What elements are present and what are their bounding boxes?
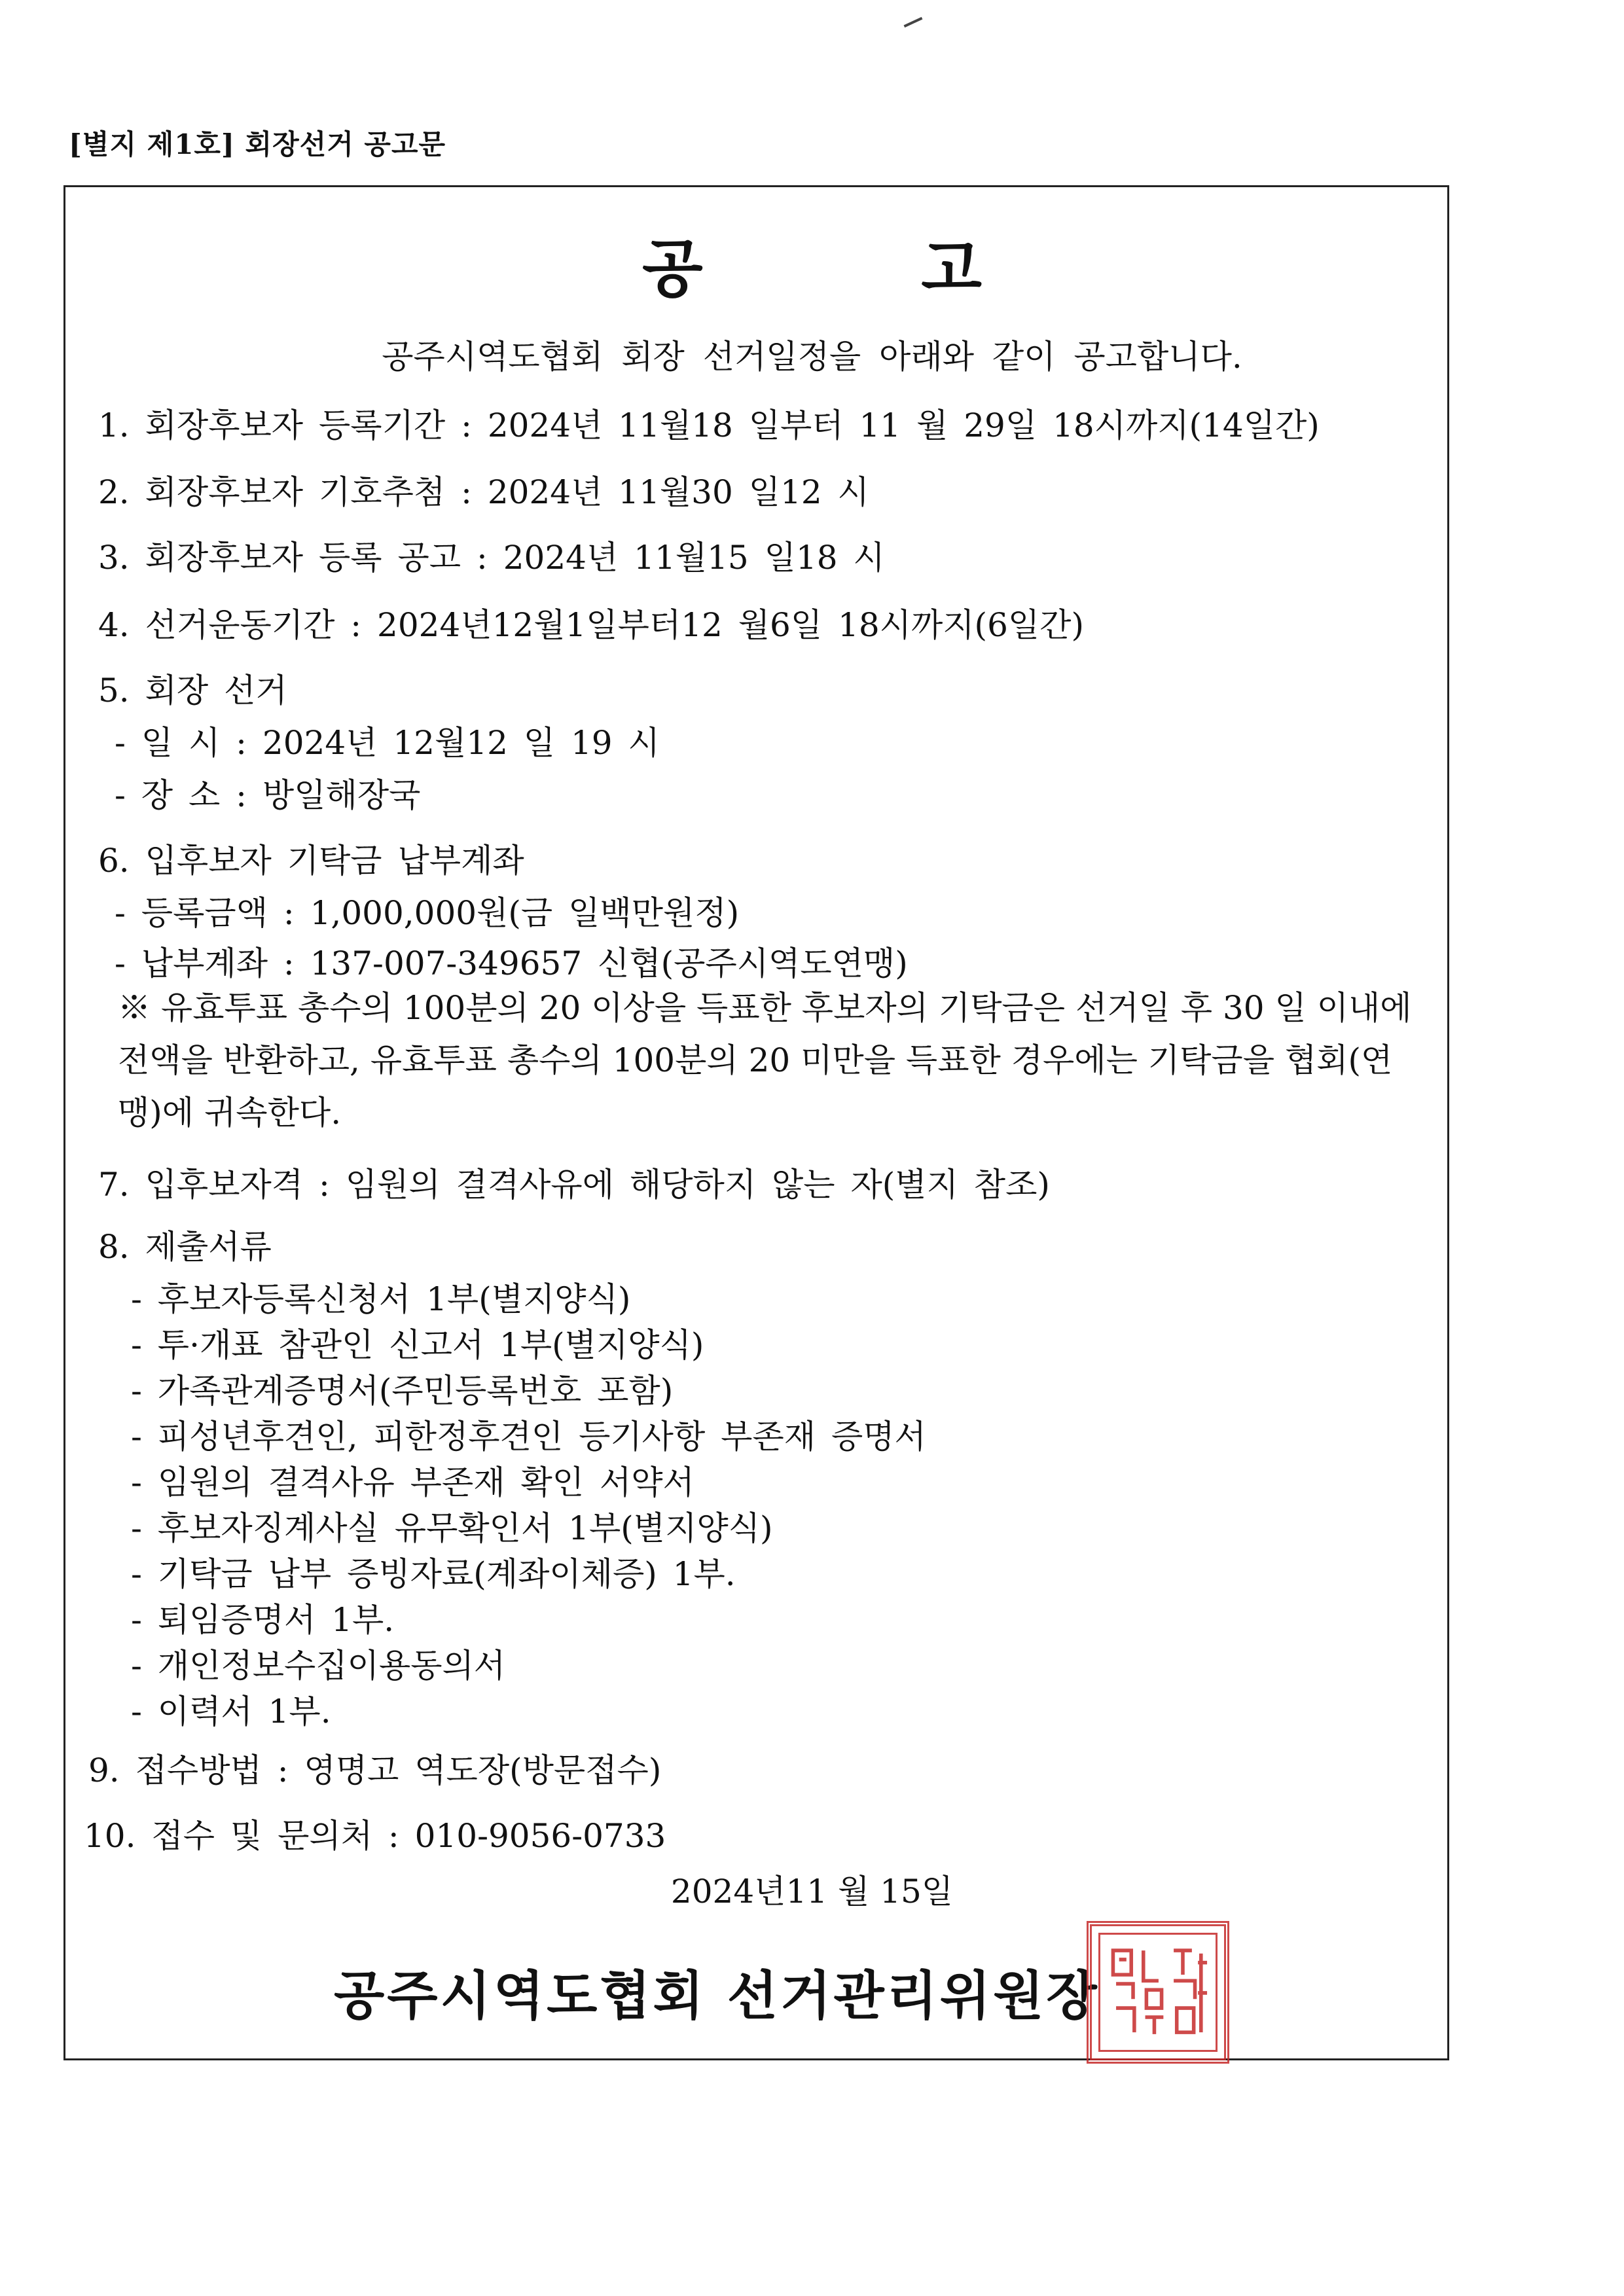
item-contact: 10. 접수 및 문의처 : 010-9056-0733: [84, 1817, 666, 1855]
item-eligibility: 7. 입후보자격 : 임원의 결격사유에 해당하지 않는 자(별지 참조): [98, 1166, 1050, 1204]
item-deposit: 6. 입후보자 기탁금 납부계좌: [98, 842, 524, 880]
item-number-draw: 2. 회장후보자 기호추첨 : 2024년 11월30 일12 시: [98, 473, 869, 511]
election-date: - 일 시 : 2024년 12월12 일 19 시: [115, 724, 660, 762]
document-item: - 가족관계증명서(주민등록번호 포함): [131, 1372, 674, 1410]
election-place: - 장 소 : 방일해장국: [115, 776, 421, 814]
item-election: 5. 회장 선거: [98, 672, 287, 709]
deposit-account: - 납부계좌 : 137-007-349657 신협(공주시역도연맹): [115, 944, 908, 982]
document-item: - 투·개표 참관인 신고서 1부(별지양식): [131, 1326, 704, 1364]
document-item: - 후보자등록신청서 1부(별지양식): [131, 1280, 631, 1318]
document-item: - 기탁금 납부 증빙자료(계좌이체증) 1부.: [131, 1555, 736, 1593]
deposit-amount: - 등록금액 : 1,000,000원(금 일백만원정): [115, 894, 740, 932]
item-registration-period: 1. 회장후보자 등록기간 : 2024년 11월18 일부터 11 월 29일 18시까지(14일간): [98, 406, 1320, 444]
document-item: - 임원의 결격사유 부존재 확인 서약서: [131, 1463, 695, 1501]
document-item: - 퇴임증명서 1부.: [131, 1601, 395, 1639]
item-documents: 8. 제출서류: [98, 1228, 272, 1266]
form-label: [별지 제1호] 회장선거 공고문: [69, 128, 446, 160]
item-campaign-period: 4. 선거운동기간 : 2024년12월1일부터12 월6일 18시까지(6일간): [98, 606, 1084, 644]
item-submission-method: 9. 접수방법 : 영명고 역도장(방문접수): [88, 1751, 662, 1789]
intro-text: 공주시역도협회 회장 선거일정을 아래와 같이 공고합니다.: [382, 338, 1242, 376]
document-item: - 이력서 1부.: [131, 1693, 331, 1731]
document-item: - 후보자징계사실 유무확인서 1부(별지양식): [131, 1509, 773, 1547]
deposit-note: ※ 유효투표 총수의 100분의 20 이상을 득표한 후보자의 기탁금은 선거일 후 30 일 이내에 전액을 반환하고, 유효투표 총수의 100분의 20 미만을 득표한 경우에는 기탁금을 협회(연맹)에 귀속한다.: [118, 989, 1412, 1132]
notice-date: 2024년11 월 15일: [670, 1873, 954, 1910]
signature: 공주시역도협회 선거관리위원장: [334, 1965, 1100, 2026]
document-item: - 피성년후견인, 피한정후견인 등기사항 부존재 증명서: [131, 1418, 926, 1456]
document-item: - 개인정보수집이용동의서: [131, 1647, 506, 1685]
scan-mark: [904, 17, 923, 27]
page-title: 공 고: [642, 232, 982, 306]
official-seal: [1087, 1921, 1229, 2064]
item-registration-notice: 3. 회장후보자 등록 공고 : 2024년 11월15 일18 시: [98, 539, 885, 577]
